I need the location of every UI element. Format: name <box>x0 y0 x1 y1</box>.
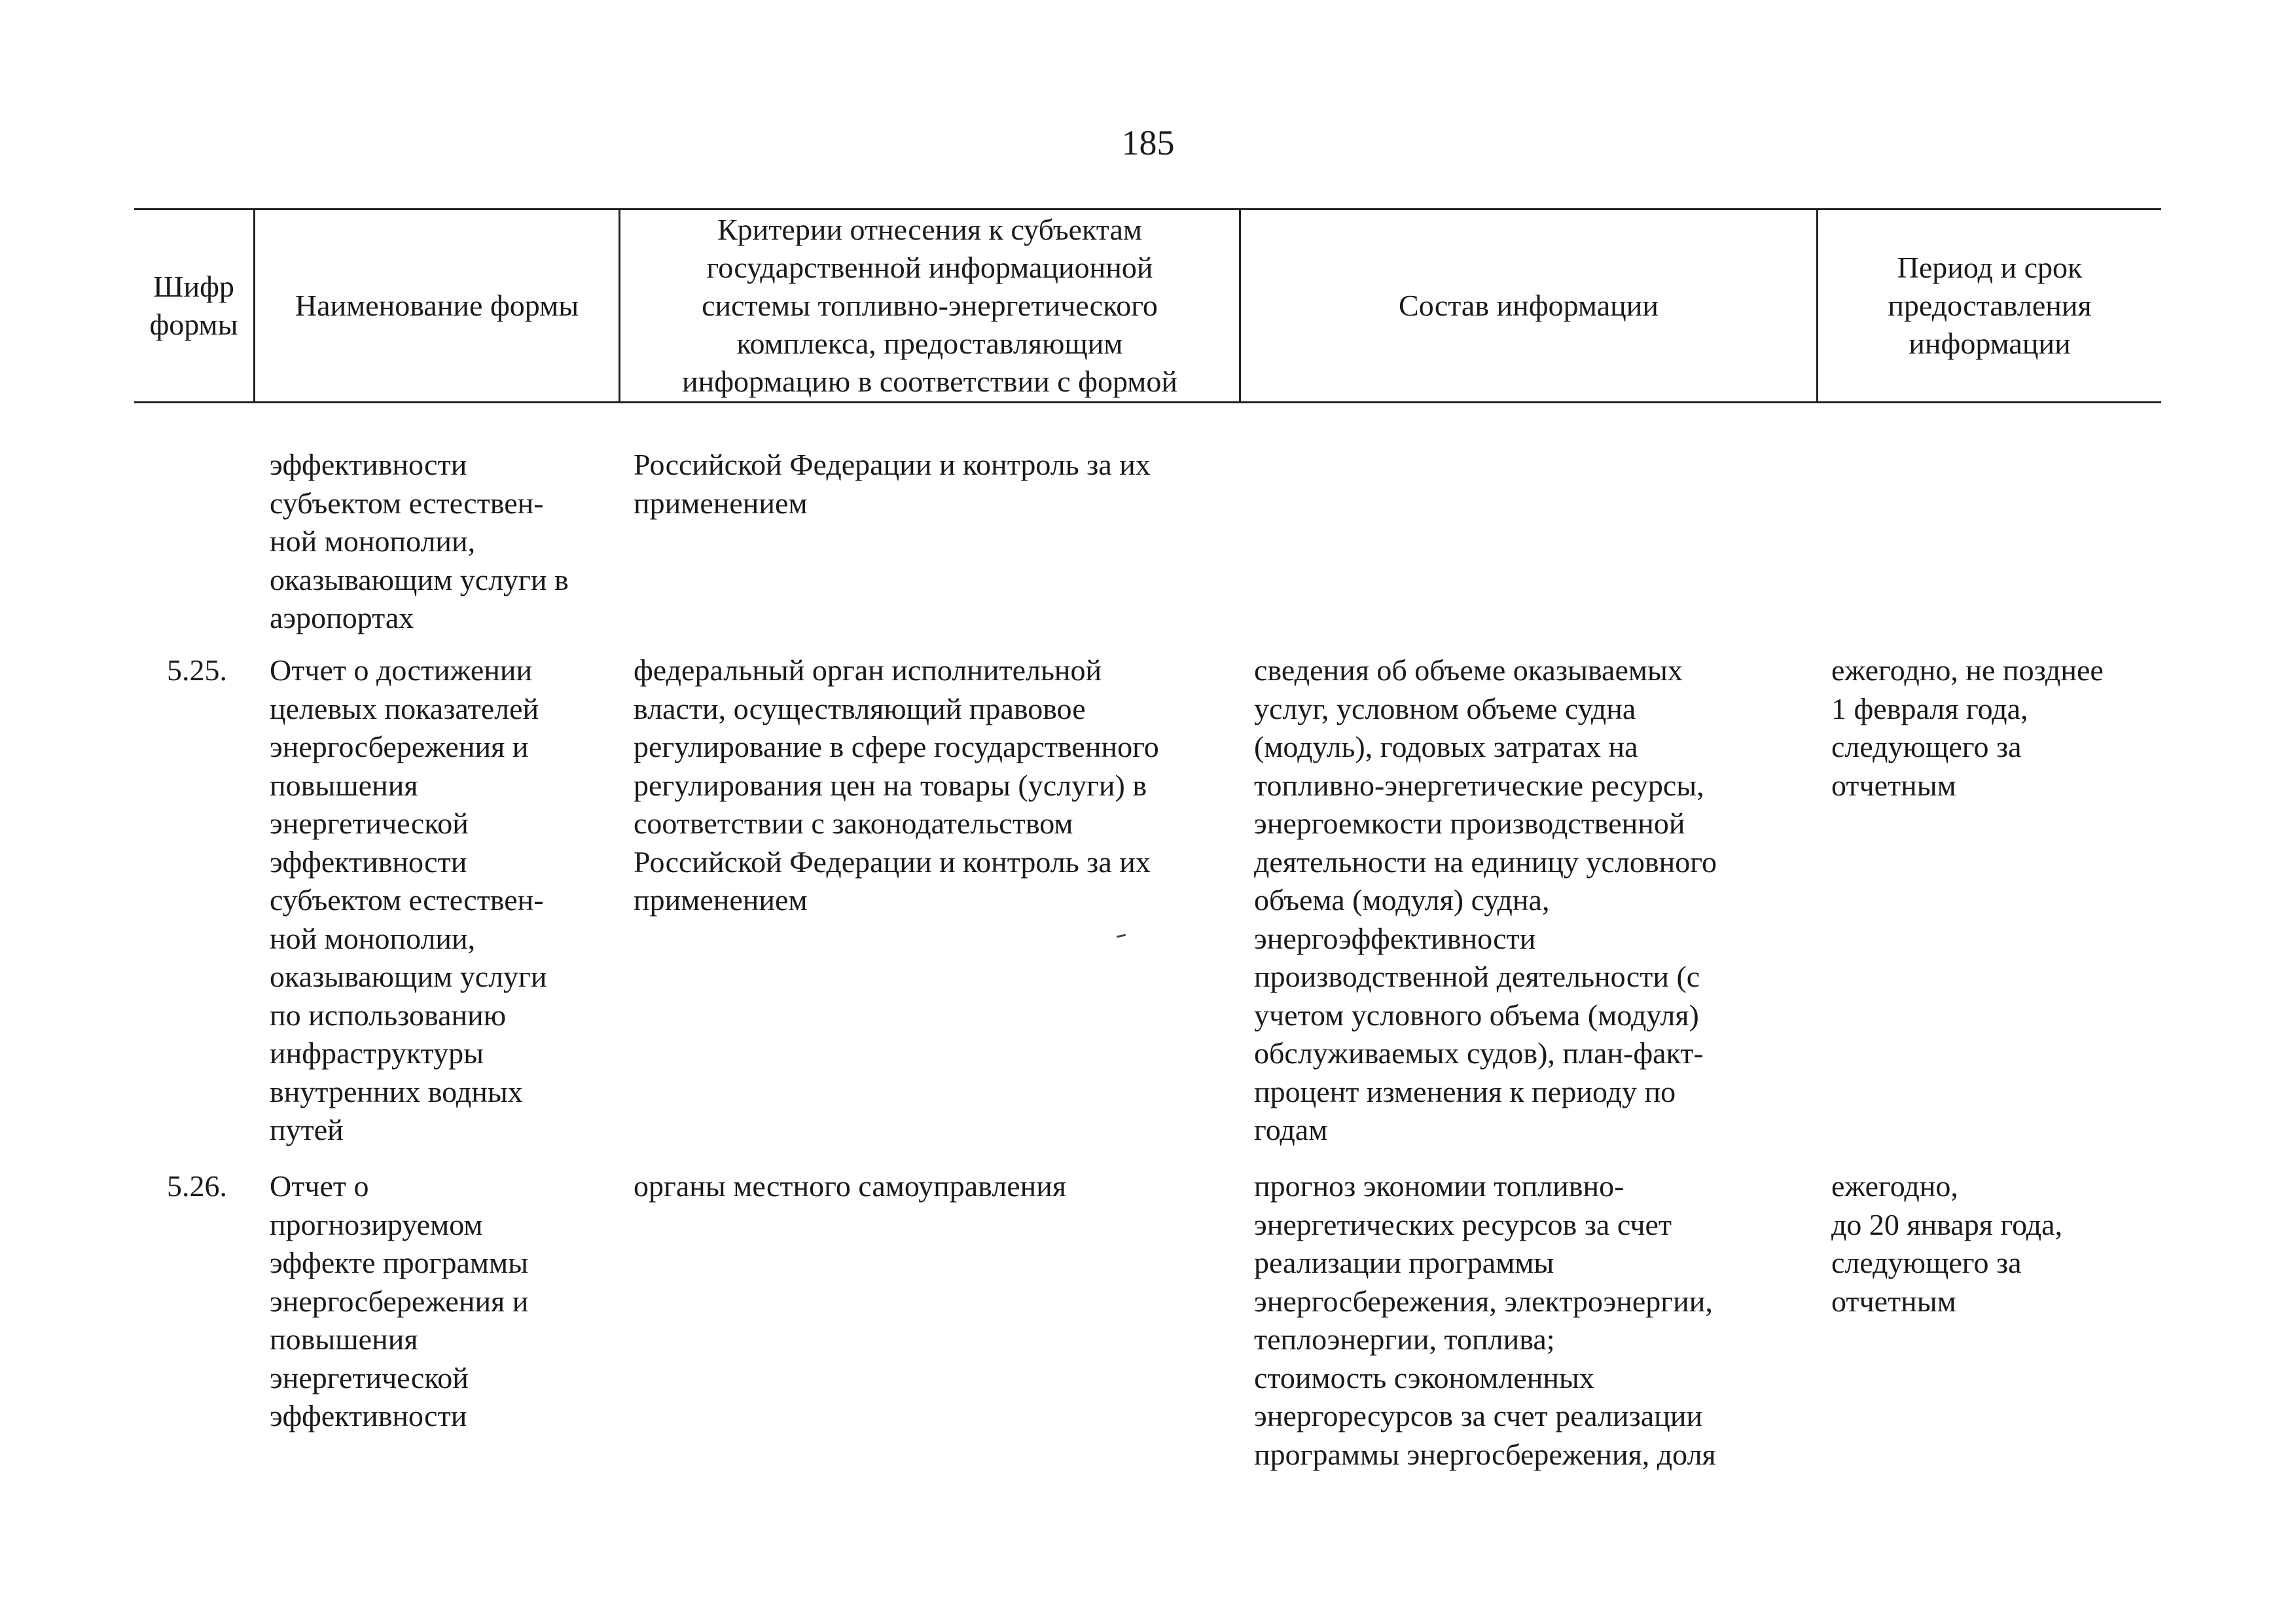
scan-artifact <box>1117 934 1126 938</box>
header-content: Состав информации <box>1399 289 1659 322</box>
row-5-25-code: 5.25. <box>167 653 227 687</box>
row-continuation-criteria: Российской Федерации и контроль за их применением <box>634 448 1151 520</box>
row-5-26-criteria: органы местного самоуправления <box>634 1169 1067 1203</box>
page-number: 185 <box>1121 123 1175 162</box>
row-5-25-name: Отчет о достижении целевых показателей энергосбережения и повышения энергетической эффективности субъектом естествен- ной монополии, оказывающим услуги по использованию инфраструктуры внутренних водных путей <box>270 653 547 1146</box>
header-form-name: Наименование формы <box>295 289 579 322</box>
row-5-25-content: сведения об объеме оказываемых услуг, условном объеме судна (модуль), годовых затратах на топливно-энергетические ресурсы, энергоемкости производственной деятельности на единицу условного объема (модуля) судна, энергоэффективности производственной деятельности (с учетом условного объема (модуля) обслуживаемых судов), план-факт- процент изменения к периоду по годам <box>1254 653 1717 1146</box>
row-5-25-criteria: федеральный орган исполнительной власти, осуществляющий правовое регулирование в сфере государственного регулирования цен на товары (услуги) в соответствии с законодательством Российской Федерации и контроль за их применением <box>634 653 1159 917</box>
row-5-26-period: ежегодно, до 20 января года, следующего за отчетным <box>1831 1169 2063 1318</box>
header-criteria: Критерии отнесения к субъектам государственной информационной системы топливно-энергетического комплекса, предоставляющим информацию в соответствии с формой <box>681 213 1178 398</box>
header-bottom-rule <box>134 401 2161 403</box>
row-continuation-name: эффективности субъектом естествен- ной монополии, оказывающим услуги в аэропортах <box>270 448 569 634</box>
row-5-26-name: Отчет о прогнозируемом эффекте программы энергосбережения и повышения энергетической эффективности <box>270 1169 529 1432</box>
header-code: Шифр формы <box>149 270 238 341</box>
row-5-26-code: 5.26. <box>167 1169 227 1203</box>
row-5-26-content: прогноз экономии топливно- энергетических ресурсов за счет реализации программы энергосбережения, электроэнергии, теплоэнергии, топлива; стоимость сэкономленных энергоресурсов за счет реализации программы энергосбережения, доля <box>1254 1169 1716 1471</box>
header-period: Период и срок предоставления информации <box>1888 251 2092 360</box>
row-5-25-period: ежегодно, не позднее 1 февраля года, следующего за отчетным <box>1831 653 2104 802</box>
